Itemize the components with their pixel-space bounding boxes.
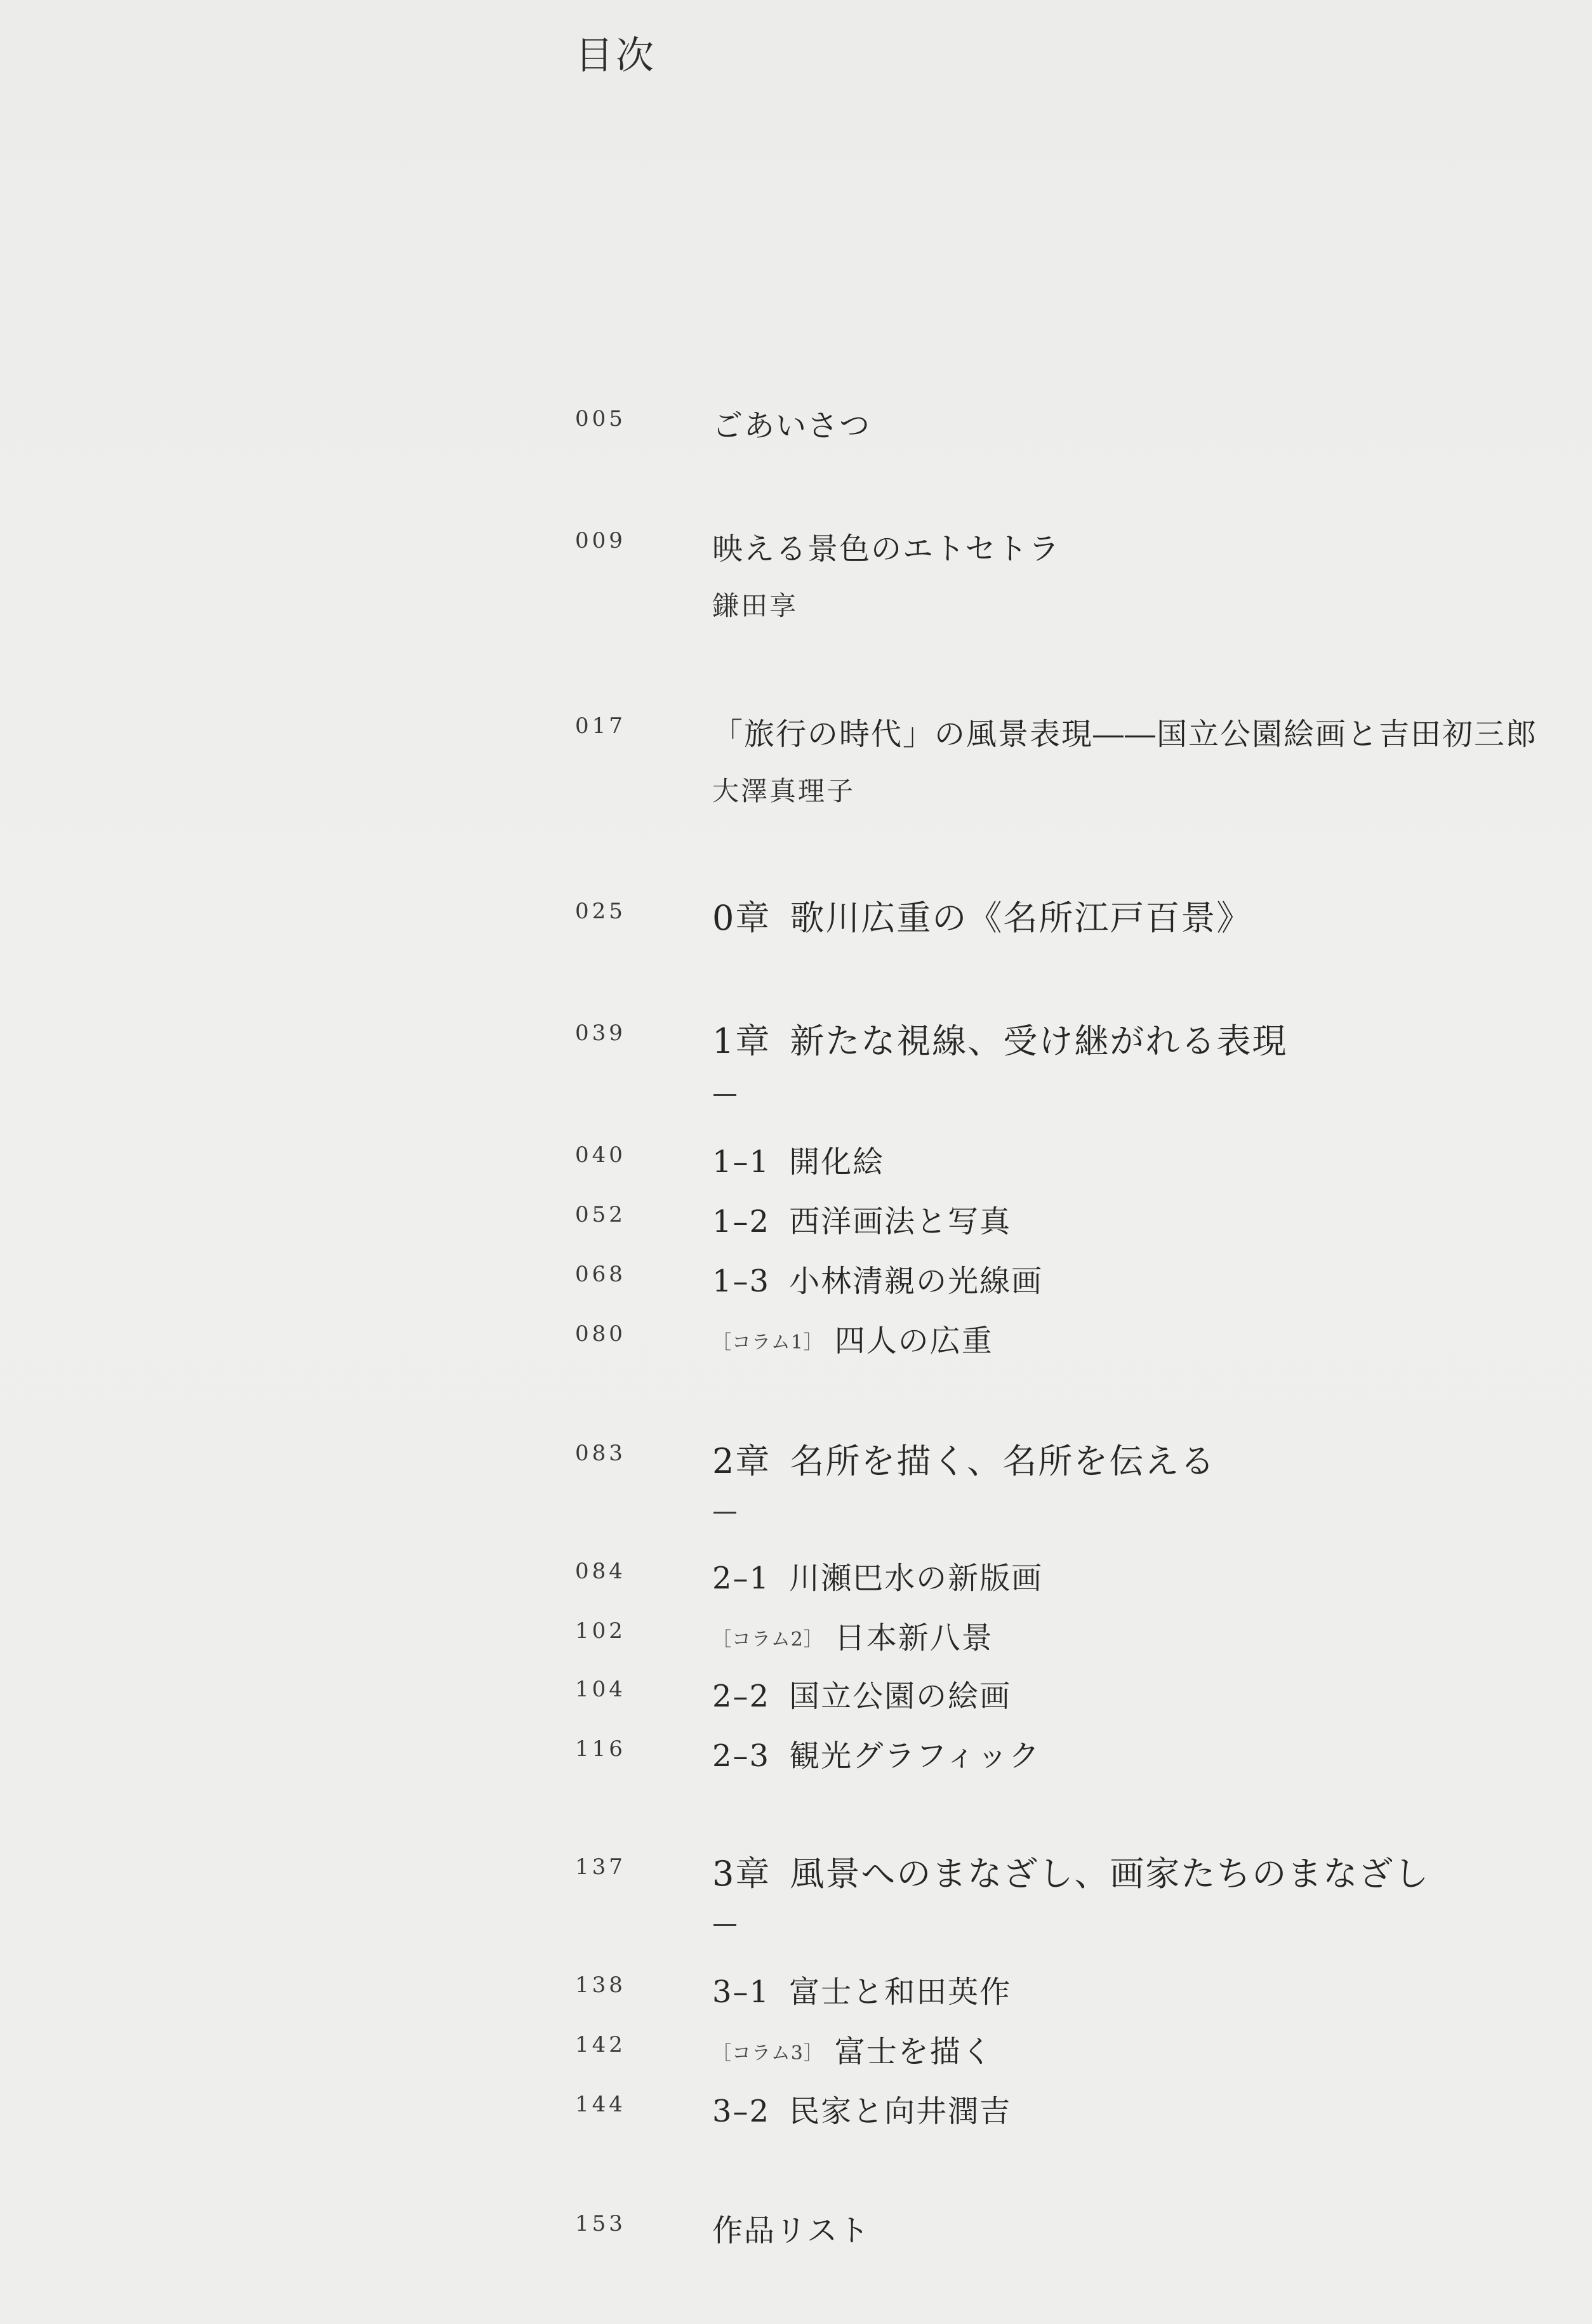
entry-title: 「旅行の時代」の風景表現――国立公園絵画と吉田初三郎: [712, 716, 1538, 752]
entry-title: [712, 1316, 993, 1360]
entry-title: [712, 1137, 884, 1181]
entry-title: [712, 1672, 1011, 1715]
section-number: 3–2: [712, 2094, 771, 2129]
page-number: 084: [575, 1559, 626, 1584]
section-title: 四人の広重: [834, 1323, 993, 1359]
chapter-title: 歌川広重の《名所江戸百景》: [790, 898, 1252, 938]
entry-title: [712, 1434, 1216, 1483]
chapter-number: 1章: [712, 1021, 771, 1061]
page-number: 138: [575, 1972, 626, 1998]
page-number: 040: [575, 1142, 626, 1168]
section-number: 3–1: [712, 1974, 771, 2010]
entry-title: [712, 1257, 1043, 1300]
section-title: 開化絵: [789, 1144, 885, 1180]
chapter-divider: [713, 1094, 736, 1096]
page-number: 083: [575, 1441, 626, 1466]
section-title: 日本新八景: [834, 1620, 993, 1656]
page-number: 144: [575, 2092, 626, 2117]
entry-title: [712, 2027, 993, 2071]
entry-title: [712, 1731, 1040, 1775]
section-title: 民家と向井潤吉: [789, 2094, 1012, 2129]
section-title: 小林清親の光線画: [789, 1264, 1044, 1299]
entry-title: [712, 2087, 1011, 2130]
entry-title: [712, 891, 1252, 940]
chapter-title: 新たな視線、受け継がれる表現: [790, 1021, 1288, 1061]
section-title: 富士を描く: [834, 2034, 993, 2070]
entry-title: [712, 1847, 1429, 1896]
section-number: 1–3: [712, 1264, 771, 1299]
entry-author: 大澤真理子: [712, 776, 856, 807]
entry-author: 鎌田享: [712, 590, 799, 621]
entry-title: [712, 1554, 1043, 1597]
entry-title: [712, 1613, 993, 1657]
chapter-number: 3章: [712, 1854, 771, 1894]
page-number: 009: [575, 528, 626, 553]
section-number: 2–2: [712, 1679, 771, 1714]
page-number: 137: [575, 1854, 626, 1880]
page-number: 039: [575, 1020, 626, 1046]
entry-title: [712, 1197, 1011, 1241]
page-number: 142: [575, 2032, 626, 2057]
section-number: 1–1: [712, 1144, 771, 1180]
chapter-divider: [713, 1924, 736, 1926]
chapter-divider: [713, 1512, 736, 1514]
section-title: 観光グラフィック: [789, 1738, 1041, 1774]
page-number: 116: [575, 1736, 626, 1762]
section-title: 富士と和田英作: [789, 1974, 1012, 2010]
page-number: 153: [575, 2211, 626, 2236]
page-title: 目次: [575, 34, 656, 78]
section-title: 西洋画法と写真: [789, 1204, 1012, 1239]
entry-title: 作品リスト: [712, 2213, 871, 2248]
entry-title: 映える景色のエトセトラ: [712, 531, 1061, 567]
page-number: 104: [575, 1677, 626, 1702]
page-number: 080: [575, 1321, 626, 1347]
page-number: 052: [575, 1202, 626, 1227]
column-tag: ［コラム1］: [712, 1331, 823, 1354]
section-number: 2–3: [712, 1738, 771, 1774]
page-number: 102: [575, 1618, 626, 1644]
entry-title: [712, 1967, 1011, 2011]
chapter-number: 0章: [712, 898, 771, 938]
entry-title: ごあいさつ: [712, 408, 872, 444]
page-number: 025: [575, 899, 626, 924]
entry-title: [712, 1014, 1287, 1063]
page-number: 017: [575, 713, 626, 739]
chapter-title: 風景へのまなざし、画家たちのまなざし: [790, 1854, 1430, 1894]
chapter-number: 2章: [712, 1441, 771, 1481]
column-tag: ［コラム3］: [712, 2042, 823, 2064]
page-number: 068: [575, 1262, 626, 1287]
section-number: 1–2: [712, 1204, 771, 1239]
section-number: 2–1: [712, 1561, 771, 1596]
column-tag: ［コラム2］: [712, 1628, 823, 1651]
section-title: 川瀬巴水の新版画: [789, 1561, 1044, 1596]
chapter-title: 名所を描く、名所を伝える: [790, 1441, 1216, 1481]
page-number: 005: [575, 406, 626, 432]
section-title: 国立公園の絵画: [789, 1679, 1012, 1714]
